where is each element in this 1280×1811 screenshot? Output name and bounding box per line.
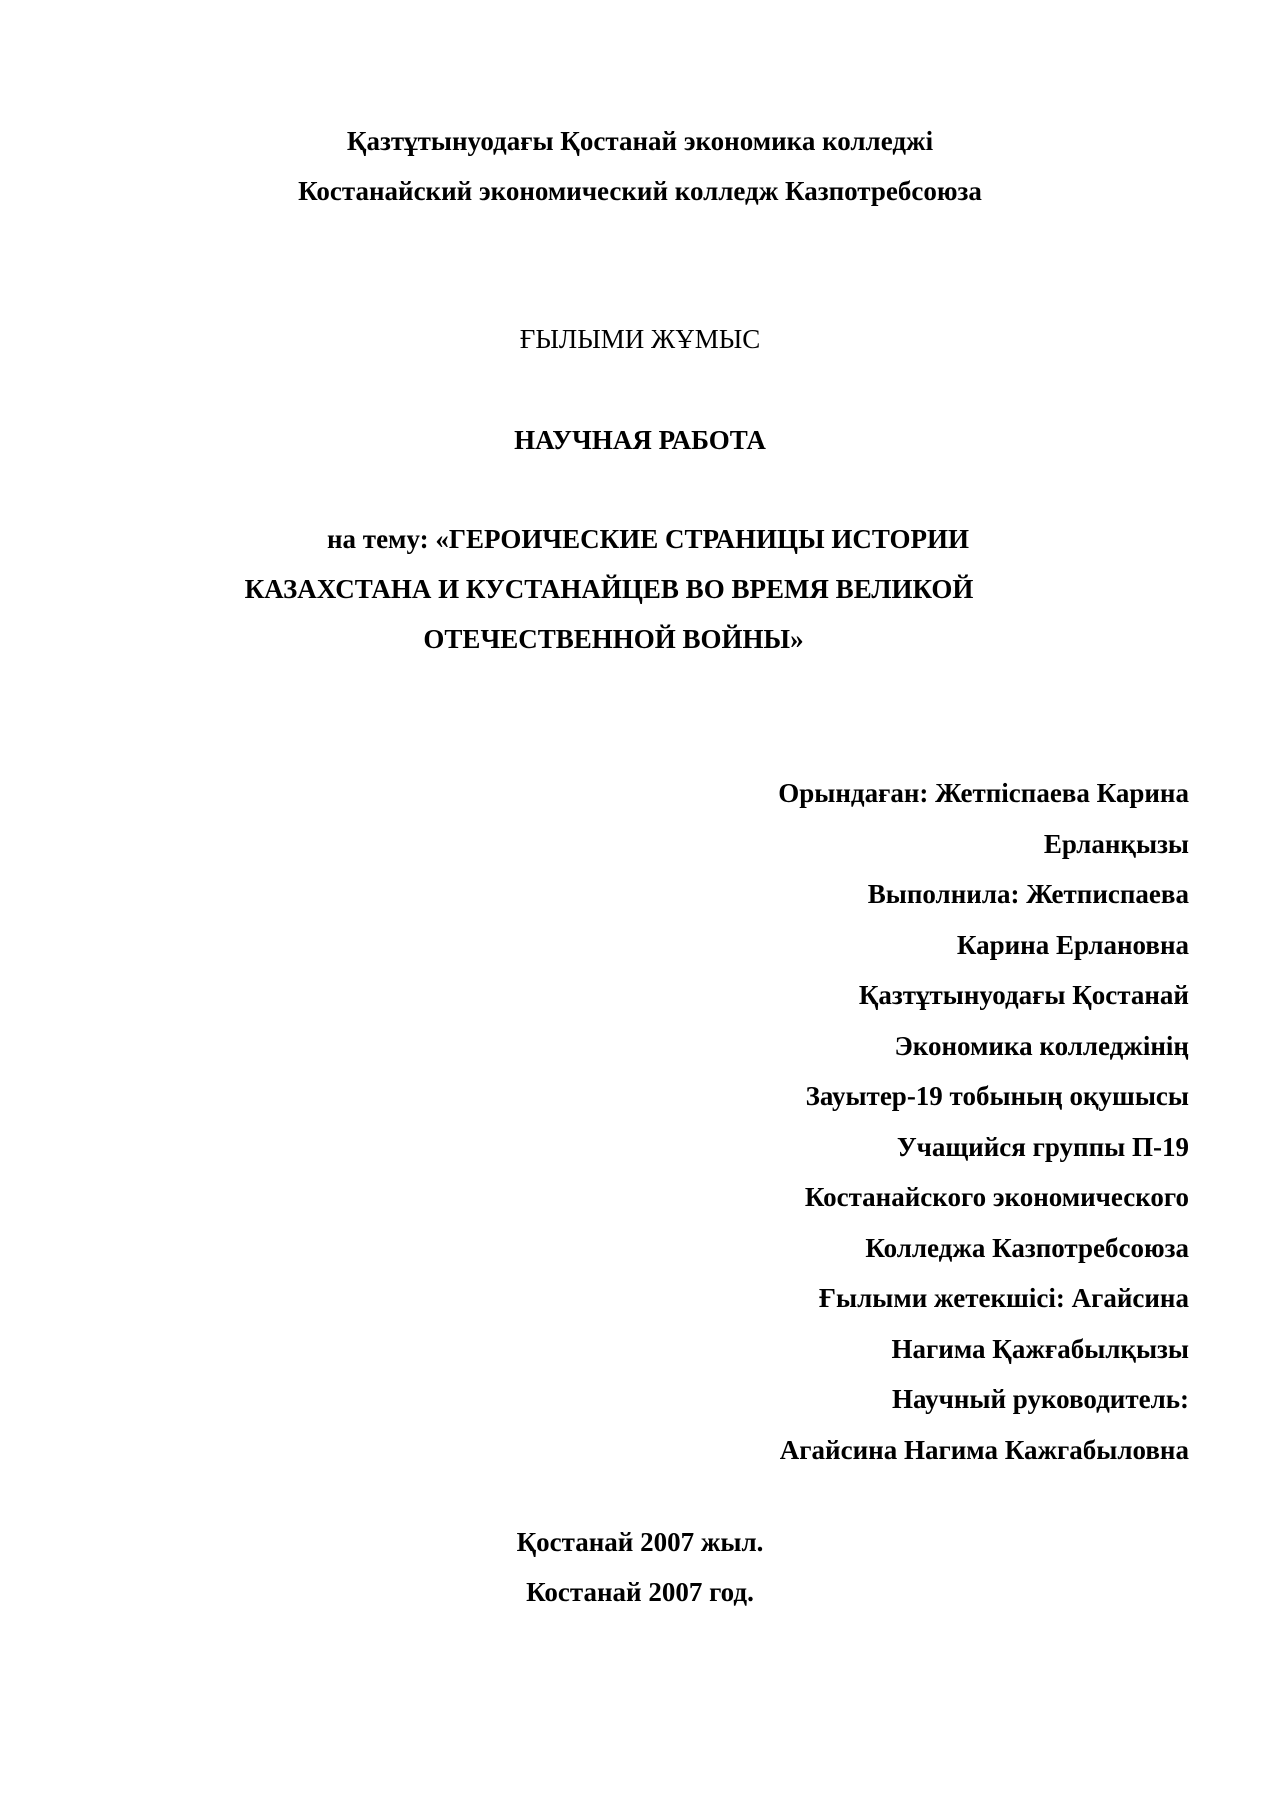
institution-name-kz: Қазтұтынуодағы Қостанай экономика колледжі <box>346 126 934 156</box>
topic-title <box>0 514 1280 664</box>
author-line: Қазтұтынуодағы Қостанай <box>858 980 1189 1010</box>
topic-line-2: КАЗАХСТАНА И КУСТАНАЙЦЕВ ВО ВРЕМЯ ВЕЛИКОЙ <box>244 574 974 604</box>
city-year-kz: Қостанай 2007 жыл. <box>516 1527 764 1557</box>
work-type-kz: ҒЫЛЫМИ ЖҰМЫС <box>519 324 761 354</box>
author-line: Нагима Қажғабылқызы <box>891 1333 1189 1364</box>
city-year-block <box>0 1517 1280 1617</box>
city-year-ru: Костанай 2007 год. <box>526 1577 754 1607</box>
topic-line-3: ОТЕЧЕСТВЕННОЙ ВОЙНЫ» <box>423 624 804 654</box>
author-line: Зауытер-19 тобының оқушысы <box>805 1081 1189 1111</box>
author-line: Колледжа Казпотребсоюза <box>865 1232 1189 1263</box>
author-line: Карина Ерлановна <box>956 929 1189 960</box>
author-line: Ерланқызы <box>1043 828 1189 859</box>
author-line: Учащийся группы П-19 <box>896 1131 1189 1162</box>
author-line: Выполнила: Жетписпаева <box>867 879 1189 909</box>
author-line: Научный руководитель: <box>892 1384 1189 1414</box>
author-line: Орындаған: Жетпіспаева Карина <box>778 778 1189 808</box>
work-type-ru: НАУЧНАЯ РАБОТА <box>514 425 766 455</box>
author-line: Экономика колледжінің <box>894 1030 1189 1061</box>
topic-line-1: на тему: «ГЕРОИЧЕСКИЕ СТРАНИЦЫ ИСТОРИИ <box>327 524 969 554</box>
author-line: Ғылыми жетекшісі: Агайсина <box>818 1283 1189 1313</box>
author-line: Агайсина Нагима Кажгабыловна <box>779 1434 1189 1465</box>
institution-name-ru: Костанайский экономический колледж Казпотребсоюза <box>298 176 982 206</box>
author-block <box>778 768 1189 1475</box>
author-line: Костанайского экономического <box>804 1182 1189 1212</box>
